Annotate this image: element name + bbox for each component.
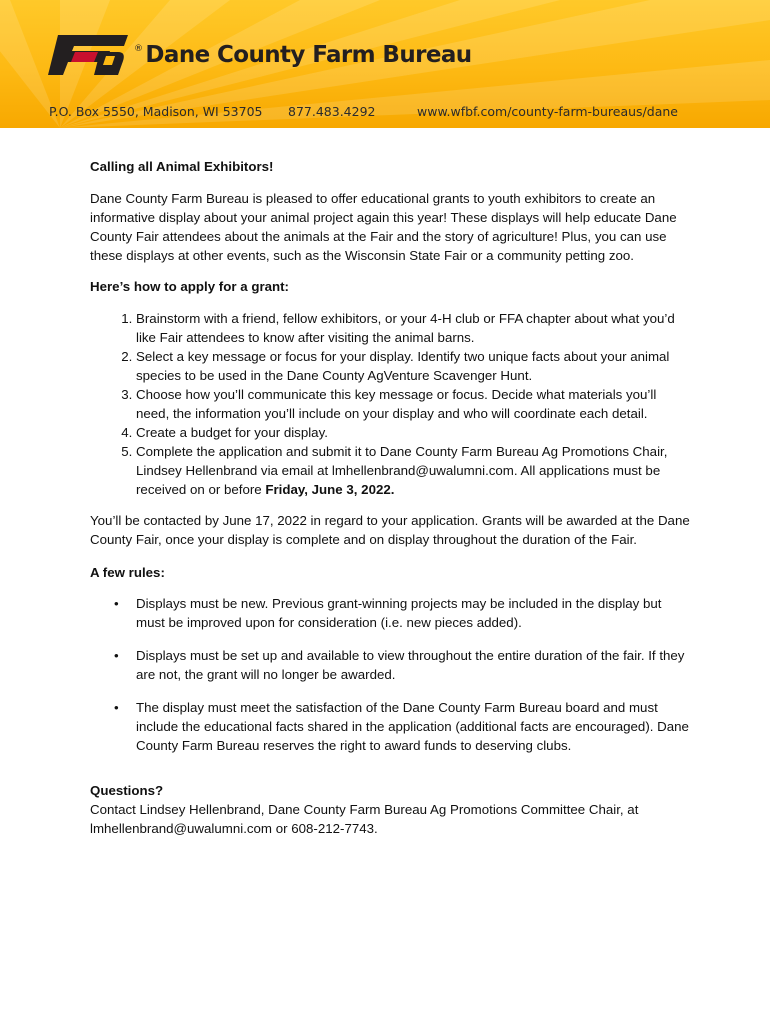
letter-body: [90, 157, 690, 838]
rules-list: [90, 594, 690, 755]
letterhead: [0, 0, 770, 128]
org-name: [134, 42, 472, 68]
intro-paragraph: Dane County Farm Bureau is pleased to offer educational grants to youth exhibitors to create an informative display about your animal project again this year! These displays will help educate Dane County Fair attendees about the animals at the Fair and the story of agriculture! Plus, you can use these displays at other events, such as the Wisconsin State Fair or a community petting zoo.: [90, 191, 677, 263]
questions-paragraph: Contact Lindsey Hellenbrand, Dane County Farm Bureau Ag Promotions Committee Chair, at lmhellenbrand@uwalumni.com or 608-212-7743.: [90, 802, 639, 836]
website-link[interactable]: www.wfbf.com/county-farm-bureaus/dane: [417, 104, 678, 119]
step-text: Complete the application and submit it to Dane County Farm Bureau Ag Promotions Chair, Lindsey Hellenbrand via email at lmhellenbrand@uwalumni.com. All applications must be received on or before: [136, 444, 668, 497]
logo: [48, 34, 472, 76]
questions-heading: Questions?: [90, 783, 164, 798]
list-item: 3. Choose how you’ll communicate this key message or focus. Decide what materials you’ll need, the information you’ll include on your display and who will coordinate each detail.: [136, 385, 690, 423]
apply-steps-list: [90, 309, 690, 499]
list-item: 2. Select a key message or focus for your display. Identify two unique facts about your animal species to be used in the Dane County AgVenture Scavenger Hunt.: [136, 347, 690, 385]
farm-bureau-logo-icon: [48, 35, 128, 75]
deadline-date: Friday, June 3, 2022.: [265, 482, 395, 497]
list-item: • The display must meet the satisfaction of the Dane County Farm Bureau board and must include the educational facts shared in the application (additional facts are encouraged). Dane County Farm Bureau reserves the right to award funds to deserving clubs.: [136, 698, 690, 755]
list-item: • Displays must be new. Previous grant-winning projects may be included in the display but must be improved upon for consideration (i.e. new pieces added).: [136, 594, 690, 632]
registered-mark: ®: [134, 44, 143, 54]
mailing-address: P.O. Box 5550, Madison, WI 53705: [49, 104, 263, 119]
rules-heading: A few rules:: [90, 565, 165, 580]
org-name-text: Dane County Farm Bureau: [145, 42, 472, 68]
list-item: 1. Brainstorm with a friend, fellow exhibitors, or your 4-H club or FFA chapter about what you’d like Fair attendees to know after visiting the animal barns.: [136, 309, 690, 347]
contacted-paragraph: You’ll be contacted by June 17, 2022 in regard to your application. Grants will be awarded at the Dane County Fair, once your display is complete and on display throughout the duration of the Fair.: [90, 513, 690, 547]
list-item: 4. Create a budget for your display.: [136, 423, 690, 442]
list-item: [136, 442, 690, 499]
apply-heading: Here’s how to apply for a grant:: [90, 279, 289, 294]
page-title: Calling all Animal Exhibitors!: [90, 159, 274, 174]
phone-number: 877.483.4292: [288, 104, 376, 119]
contact-line: [0, 95, 770, 128]
list-item: • Displays must be set up and available to view throughout the entire duration of the fair. If they are not, the grant will no longer be awarded.: [136, 646, 690, 684]
